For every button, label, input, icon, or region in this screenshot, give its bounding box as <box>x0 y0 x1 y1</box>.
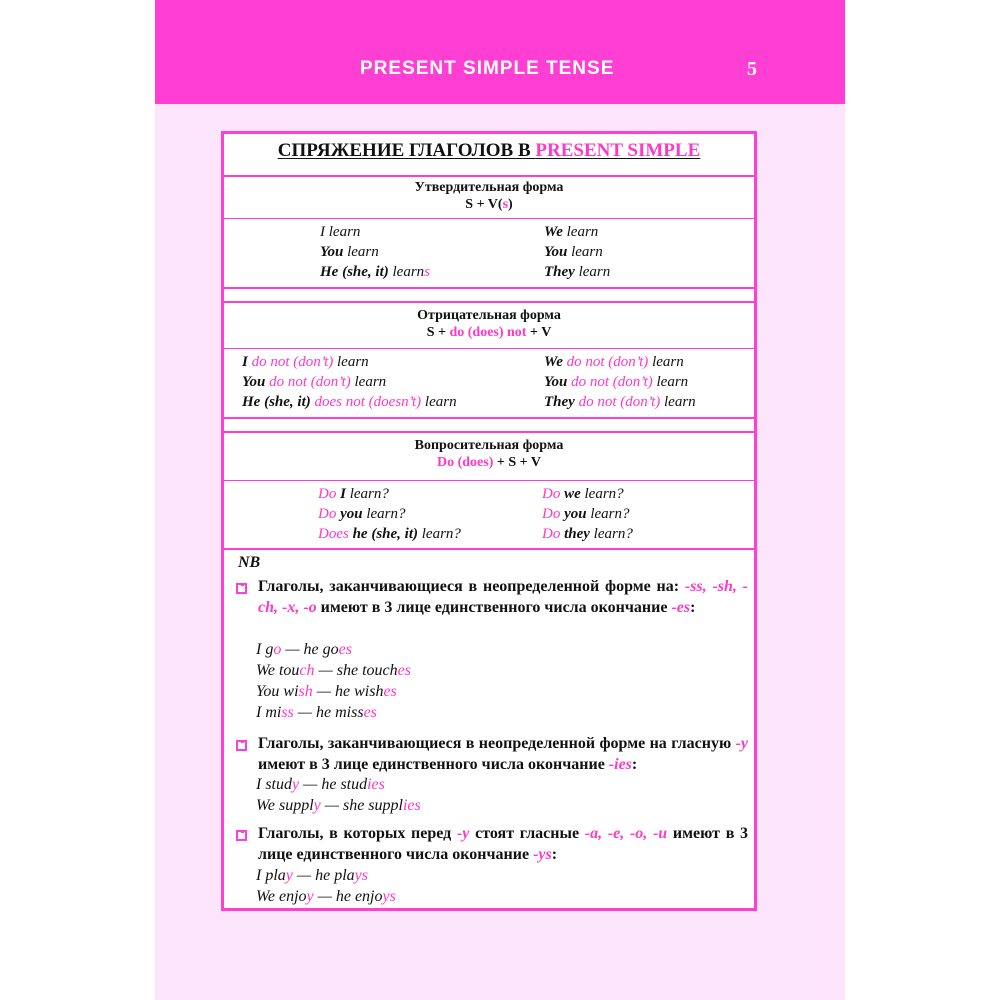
checkbox-bullet-icon <box>236 740 247 751</box>
question-example: Do you learn? <box>542 506 630 522</box>
page-header <box>155 0 845 104</box>
rule-1-example: I go — he goes <box>256 641 352 658</box>
divider <box>224 548 754 550</box>
question-header <box>224 437 754 472</box>
affirmative-formula: S + V(s) <box>465 197 513 212</box>
rule-3-example: We enjoy — he enjoys <box>256 888 396 905</box>
negative-example: They do not (don’t) learn <box>544 394 696 410</box>
affirmative-example: We learn <box>544 224 599 240</box>
divider <box>224 480 754 481</box>
negative-heading: Отрицательная форма <box>417 308 561 323</box>
rule-1-example: You wish — he wishes <box>256 683 397 700</box>
affirmative-example: You learn <box>320 244 379 260</box>
negative-example: You do not (don’t) learn <box>242 374 387 390</box>
question-example: Do they learn? <box>542 526 633 542</box>
question-example: Does he (she, it) learn? <box>318 526 461 542</box>
negative-example: You do not (don’t) learn <box>544 374 689 390</box>
affirmative-header <box>224 179 754 214</box>
affirmative-example: I learn <box>320 224 361 240</box>
divider <box>224 287 754 289</box>
question-example: Do you learn? <box>318 506 406 522</box>
checkbox-bullet-icon <box>236 830 247 841</box>
affirmative-example: You learn <box>544 244 603 260</box>
negative-formula: S + do (does) not + V <box>426 325 552 340</box>
question-formula: Do (does) + S + V <box>437 455 541 470</box>
affirmative-heading: Утвердительная форма <box>414 180 564 195</box>
page <box>155 0 845 1000</box>
nb-label: NB <box>238 554 261 571</box>
rule-2-text: Глаголы, заканчивающиеся в неопределенной форме на гласную -y имеют в 3 лице единственного числа окончание -ies: <box>258 735 748 773</box>
page-number: 5 <box>747 58 757 80</box>
divider <box>224 175 754 177</box>
affirmative-example: They learn <box>544 264 611 280</box>
rule-3-text: Глаголы, в которых перед -y стоят гласные -a, -e, -o, -u имеют в 3 лице единственного числа окончание -ys: <box>258 825 749 863</box>
rule-1-text: Глаголы, заканчивающиеся в неопределенной форме на: -ss, -sh, -ch, -x, -o имеют в 3 лице единственного числа окончание -es: <box>258 578 749 616</box>
divider <box>224 348 754 349</box>
divider <box>224 431 754 433</box>
rule-3-example: I play — he plays <box>256 867 368 884</box>
negative-header <box>224 307 754 342</box>
negative-example: I do not (don’t) learn <box>242 354 369 370</box>
rule-2-example: We supply — she supplies <box>256 797 421 814</box>
rule-1-example: I miss — he misses <box>256 704 377 721</box>
conjugation-table <box>221 131 757 911</box>
header-title: PRESENT SIMPLE TENSE <box>360 58 615 79</box>
question-example: Do we learn? <box>542 486 624 502</box>
affirmative-example: He (she, it) learns <box>320 264 431 280</box>
question-heading: Вопросительная форма <box>414 438 564 453</box>
negative-example: We do not (don’t) learn <box>544 354 684 370</box>
negative-example: He (she, it) does not (doesn’t) learn <box>242 394 457 410</box>
divider <box>224 301 754 303</box>
divider <box>224 417 754 419</box>
divider <box>224 218 754 219</box>
rule-1-example: We touch — she touches <box>256 662 411 679</box>
checkbox-bullet-icon <box>236 583 247 594</box>
table-title: СПРЯЖЕНИЕ ГЛАГОЛОВ В PRESENT SIMPLE <box>277 140 701 161</box>
rule-2-example: I study — he studies <box>256 776 385 793</box>
question-example: Do I learn? <box>318 486 389 502</box>
